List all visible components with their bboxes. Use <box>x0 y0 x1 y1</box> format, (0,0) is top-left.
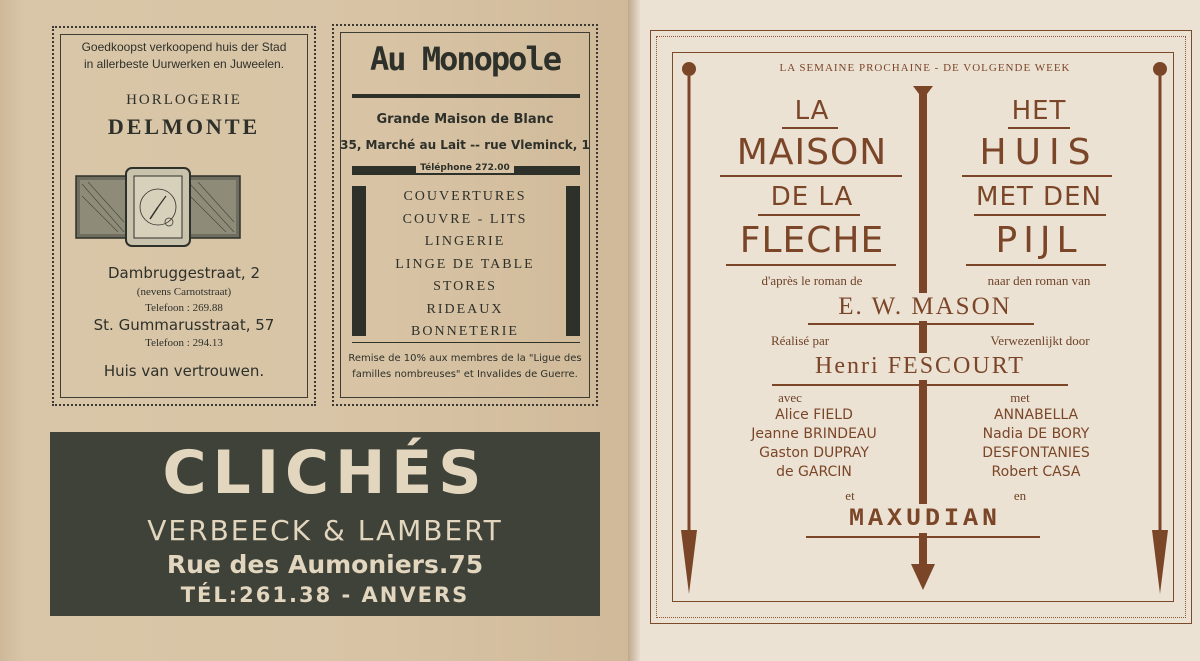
fr-title-line-1: LA <box>794 96 830 126</box>
nl-with: met <box>1010 390 1030 405</box>
left-arrow-icon <box>676 56 702 602</box>
nl-rule-1 <box>1008 127 1070 129</box>
director-name: Henri FESCOURT <box>770 353 1070 380</box>
cliches-advert <box>50 432 600 616</box>
cast-right-list <box>946 406 1126 482</box>
monopole-item: STORES <box>433 279 497 294</box>
cliches-tel: TÉL:261.38 - ANVERS <box>180 583 470 607</box>
fr-with: avec <box>778 390 802 405</box>
cast-left-list <box>716 406 912 482</box>
fr-and: et <box>845 488 855 503</box>
monopole-item: COUVERTURES <box>403 189 527 204</box>
delmonte-heading: HORLOGERIE <box>126 92 242 108</box>
right-arrow-icon <box>1147 56 1173 602</box>
monopole-rule <box>352 94 580 98</box>
monopole-subtitle: Grande Maison de Blanc <box>376 112 554 127</box>
nl-and: en <box>1013 488 1027 503</box>
fr-after: d'après le roman de <box>761 273 863 288</box>
monopole-left-bar <box>352 186 366 336</box>
monopole-item: LINGERIE <box>424 234 506 249</box>
cast-right-member: ANNABELLA <box>993 407 1079 423</box>
delmonte-address-1: Dambruggestraat, 2 <box>107 264 261 282</box>
delmonte-address-2: St. Gummarusstraat, 57 <box>93 316 275 334</box>
star-rule <box>806 536 1040 538</box>
author-rule <box>808 323 1034 325</box>
cast-right-member: Nadia DE BORY <box>982 426 1090 442</box>
fr-rule-3 <box>758 214 860 216</box>
delmonte-name: DELMONTE <box>107 114 261 139</box>
delmonte-slogan: Huis van vertrouwen. <box>103 362 265 380</box>
cliches-title: CLICHÉS <box>162 438 488 508</box>
cast-right-member: Robert CASA <box>991 464 1081 480</box>
program-header: LA SEMAINE PROCHAINE - DE VOLGENDE WEEK <box>779 62 1071 74</box>
fr-title-line-4: FLECHE <box>739 220 885 261</box>
fr-title-line-3: DE LA <box>770 182 854 212</box>
delmonte-tagline-2: in allerbeste Uurwerken en Juweelen. <box>83 57 285 71</box>
fr-realise: Réalisé par <box>770 333 830 348</box>
monopole-item: COUVRE - LITS <box>402 211 528 227</box>
monopole-rule-bottom <box>352 342 580 343</box>
monopole-phone: Téléphone 272.00 <box>334 163 596 173</box>
nl-realise: Verwezenlijkt door <box>990 333 1090 348</box>
monopole-address: 35, Marché au Lait -- rue Vleminck, 1 <box>340 138 590 152</box>
director-rule <box>772 384 1068 386</box>
nl-rule-3 <box>974 214 1106 216</box>
nl-rule-2 <box>962 175 1112 177</box>
delmonte-phone-1: Telefoon : 269.88 <box>145 302 223 314</box>
monopole-remise-2: familles nombreuses" et Invalides de Guerre. <box>352 369 578 380</box>
nl-title-line-3: MET DEN <box>976 182 1102 212</box>
nl-after: naar den roman van <box>987 273 1091 288</box>
cast-right-member: DESFONTANIES <box>982 445 1090 461</box>
nl-rule-4 <box>966 264 1106 266</box>
monopole-right-bar <box>566 186 580 336</box>
monopole-item: BONNETERIE <box>411 324 519 339</box>
delmonte-phone-2: Telefoon : 294.13 <box>145 337 223 349</box>
cliches-street: Rue des Aumoniers.75 <box>166 550 484 579</box>
fr-title-line-2: MAISON <box>736 132 888 173</box>
nl-title-line-1: HET <box>1011 96 1067 126</box>
nl-title-line-4: PIJL <box>995 220 1083 261</box>
monopole-remise-1: Remise de 10% aux membres de la "Ligue des <box>348 353 582 364</box>
star-name: MAXUDIAN <box>790 504 1060 533</box>
delmonte-address-1-note: (nevens Carnotstraat) <box>136 286 232 298</box>
cast-left-member: de GARCIN <box>776 464 852 480</box>
author-name: E. W. MASON <box>780 293 1070 321</box>
cliches-firm: VERBEECK & LAMBERT <box>147 514 503 547</box>
monopole-items-list <box>370 186 560 344</box>
wristwatch-icon <box>74 162 242 252</box>
fr-rule-2 <box>720 175 902 177</box>
monopole-title: Au Monopole <box>370 40 560 78</box>
fr-rule-4 <box>726 264 896 266</box>
monopole-advert <box>332 24 598 406</box>
cast-left-member: Jeanne BRINDEAU <box>751 426 877 442</box>
nl-title-line-2: HUIS <box>979 132 1099 173</box>
monopole-item: LINGE DE TABLE <box>395 256 535 272</box>
monopole-item: RIDEAUX <box>426 301 504 317</box>
cast-left-member: Gaston DUPRAY <box>759 445 869 461</box>
delmonte-tagline-1: Goedkoopst verkoopend huis der Stad <box>81 40 287 54</box>
fr-rule-1 <box>782 127 838 129</box>
page-spine <box>628 0 640 661</box>
cast-left-member: Alice FIELD <box>775 407 853 423</box>
